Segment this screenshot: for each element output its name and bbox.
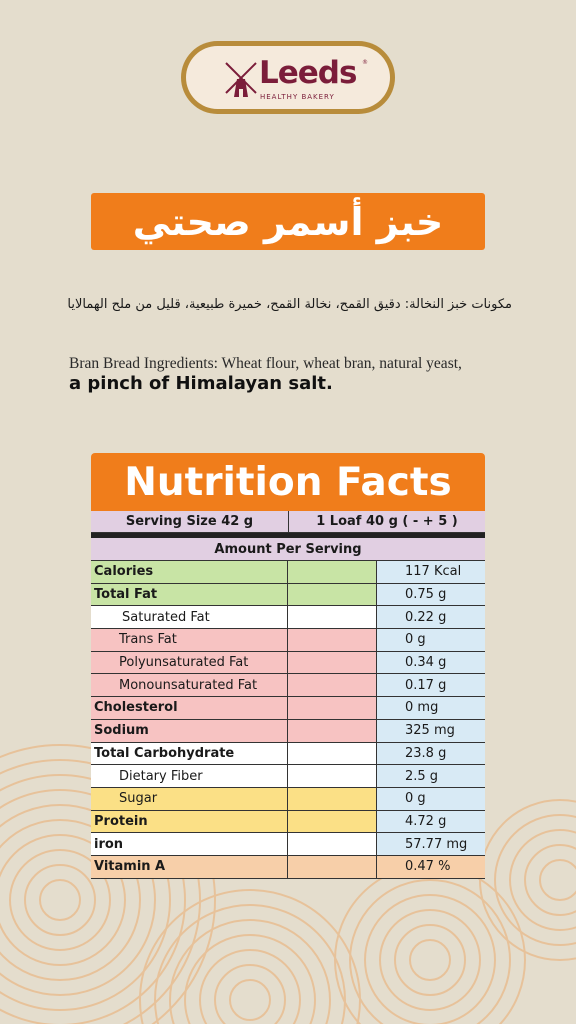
nutrient-row	[91, 697, 485, 720]
product-title-banner	[91, 193, 485, 250]
nutrient-spacer-cell	[288, 743, 377, 765]
nutrient-row	[91, 584, 485, 607]
nutrient-spacer-cell	[288, 561, 377, 583]
nutrient-row	[91, 561, 485, 584]
ingredients-english-highlight: a pinch of Himalayan salt.	[69, 373, 333, 394]
nutrient-spacer-cell	[288, 697, 377, 719]
nutrient-spacer-cell	[288, 833, 377, 855]
nutrient-label: Saturated Fat	[91, 606, 288, 628]
nutrient-label: Total Carbohydrate	[91, 743, 288, 765]
nutrient-spacer-cell	[288, 765, 377, 787]
nutrient-spacer-cell	[288, 584, 377, 606]
brand-logo	[181, 41, 395, 114]
brand-tagline: HEALTHY BAKERY	[260, 93, 335, 101]
nutrient-value: 0.47 %	[377, 856, 485, 878]
nutrient-spacer-cell	[288, 720, 377, 742]
nutrition-facts-title: Nutrition Facts	[124, 459, 452, 505]
nutrient-label: Total Fat	[91, 584, 288, 606]
nutrient-row	[91, 788, 485, 811]
nutrient-spacer-cell	[288, 606, 377, 628]
nutrient-value: 23.8 g	[377, 743, 485, 765]
nutrient-row	[91, 606, 485, 629]
loaf-weight: 1 Loaf 40 g ( - + 5 )	[316, 514, 458, 529]
nutrient-label: Sugar	[91, 788, 288, 810]
product-title: خبز أسمر صحتي	[132, 199, 444, 244]
nutrient-value: 0.34 g	[377, 652, 485, 674]
nutrient-value: 4.72 g	[377, 811, 485, 833]
nutrient-label: Calories	[91, 561, 288, 583]
amount-per-serving: Amount Per Serving	[91, 538, 485, 561]
ingredients-arabic: مكونات خبز النخالة: دقيق القمح، نخالة القمح، خميرة طبيعية، قليل من ملح الهمالايا	[67, 297, 512, 312]
nutrient-value: 325 mg	[377, 720, 485, 742]
nutrient-row	[91, 720, 485, 743]
nutrient-spacer-cell	[288, 788, 377, 810]
nutrition-facts-header	[91, 453, 485, 511]
nutrient-row	[91, 811, 485, 834]
nutrient-label: Polyunsaturated Fat	[91, 652, 288, 674]
windmill-icon	[220, 57, 262, 99]
nutrition-table	[91, 511, 485, 879]
nutrient-row	[91, 629, 485, 652]
nutrient-spacer-cell	[288, 652, 377, 674]
nutrient-row	[91, 765, 485, 788]
nutrient-label: Vitamin A	[91, 856, 288, 878]
nutrient-label: Monounsaturated Fat	[91, 674, 288, 696]
nutrient-row	[91, 856, 485, 879]
nutrient-rows	[91, 561, 485, 879]
nutrient-label: Sodium	[91, 720, 288, 742]
nutrient-label: iron	[91, 833, 288, 855]
nutrient-label: Cholesterol	[91, 697, 288, 719]
ingredients-english: Bran Bread Ingredients: Wheat flour, wheat bran, natural yeast,	[69, 355, 462, 372]
nutrient-value: 0.22 g	[377, 606, 485, 628]
registered-mark: ®	[362, 59, 368, 66]
nutrient-value: 57.77 mg	[377, 833, 485, 855]
nutrient-value: 0.17 g	[377, 674, 485, 696]
nutrient-label: Dietary Fiber	[91, 765, 288, 787]
nutrient-label: Trans Fat	[91, 629, 288, 651]
serving-size: Serving Size 42 g	[91, 511, 289, 532]
serving-row	[91, 511, 485, 533]
nutrient-row	[91, 674, 485, 697]
nutrient-value: 0.75 g	[377, 584, 485, 606]
nutrient-value: 117 Kcal	[377, 561, 485, 583]
nutrient-value: 0 mg	[377, 697, 485, 719]
nutrient-value: 0 g	[377, 629, 485, 651]
nutrient-row	[91, 652, 485, 675]
nutrient-spacer-cell	[288, 629, 377, 651]
nutrient-value: 2.5 g	[377, 765, 485, 787]
nutrient-row	[91, 743, 485, 766]
nutrient-spacer-cell	[288, 674, 377, 696]
nutrient-spacer-cell	[288, 811, 377, 833]
nutrient-value: 0 g	[377, 788, 485, 810]
nutrient-label: Protein	[91, 811, 288, 833]
nutrient-row	[91, 833, 485, 856]
brand-name: Leeds	[259, 55, 357, 91]
nutrient-spacer-cell	[288, 856, 377, 878]
